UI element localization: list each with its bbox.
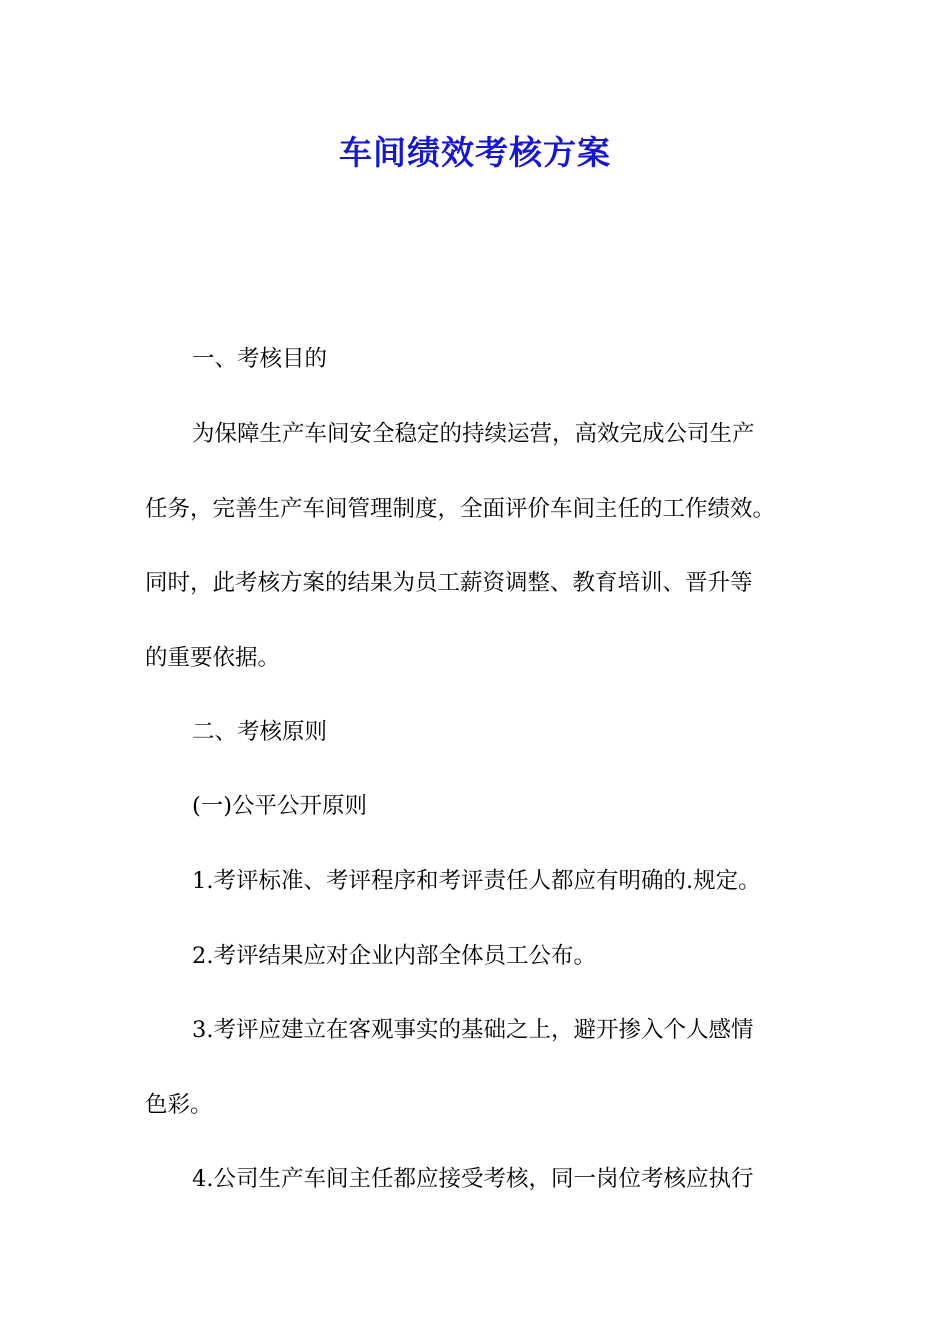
subsection-heading: (一)公平公开原则 xyxy=(192,793,368,819)
paragraph-line: 为保障生产车间安全稳定的持续运营，高效完成公司生产 xyxy=(192,421,755,447)
list-item: 4.公司生产车间主任都应接受考核，同一岗位考核应执行 xyxy=(192,1166,754,1192)
list-item: 1.考评标准、考评程序和考评责任人都应有明确的.规定。 xyxy=(192,868,761,894)
list-item-continuation: 色彩。 xyxy=(145,1092,213,1118)
list-item: 2.考评结果应对企业内部全体员工公布。 xyxy=(192,943,596,969)
paragraph-line: 的重要依据。 xyxy=(145,645,281,671)
section-heading-principles: 二、考核原则 xyxy=(192,719,328,745)
section-heading-purpose: 一、考核目的 xyxy=(192,346,328,372)
document-title: 车间绩效考核方案 xyxy=(339,133,611,172)
paragraph-line: 任务，完善生产车间管理制度，全面评价车间主任的工作绩效。 xyxy=(145,496,776,522)
paragraph-line: 同时，此考核方案的结果为员工薪资调整、教育培训、晋升等 xyxy=(145,570,753,596)
list-item: 3.考评应建立在客观事实的基础之上，避开掺入个人感情 xyxy=(192,1017,754,1043)
